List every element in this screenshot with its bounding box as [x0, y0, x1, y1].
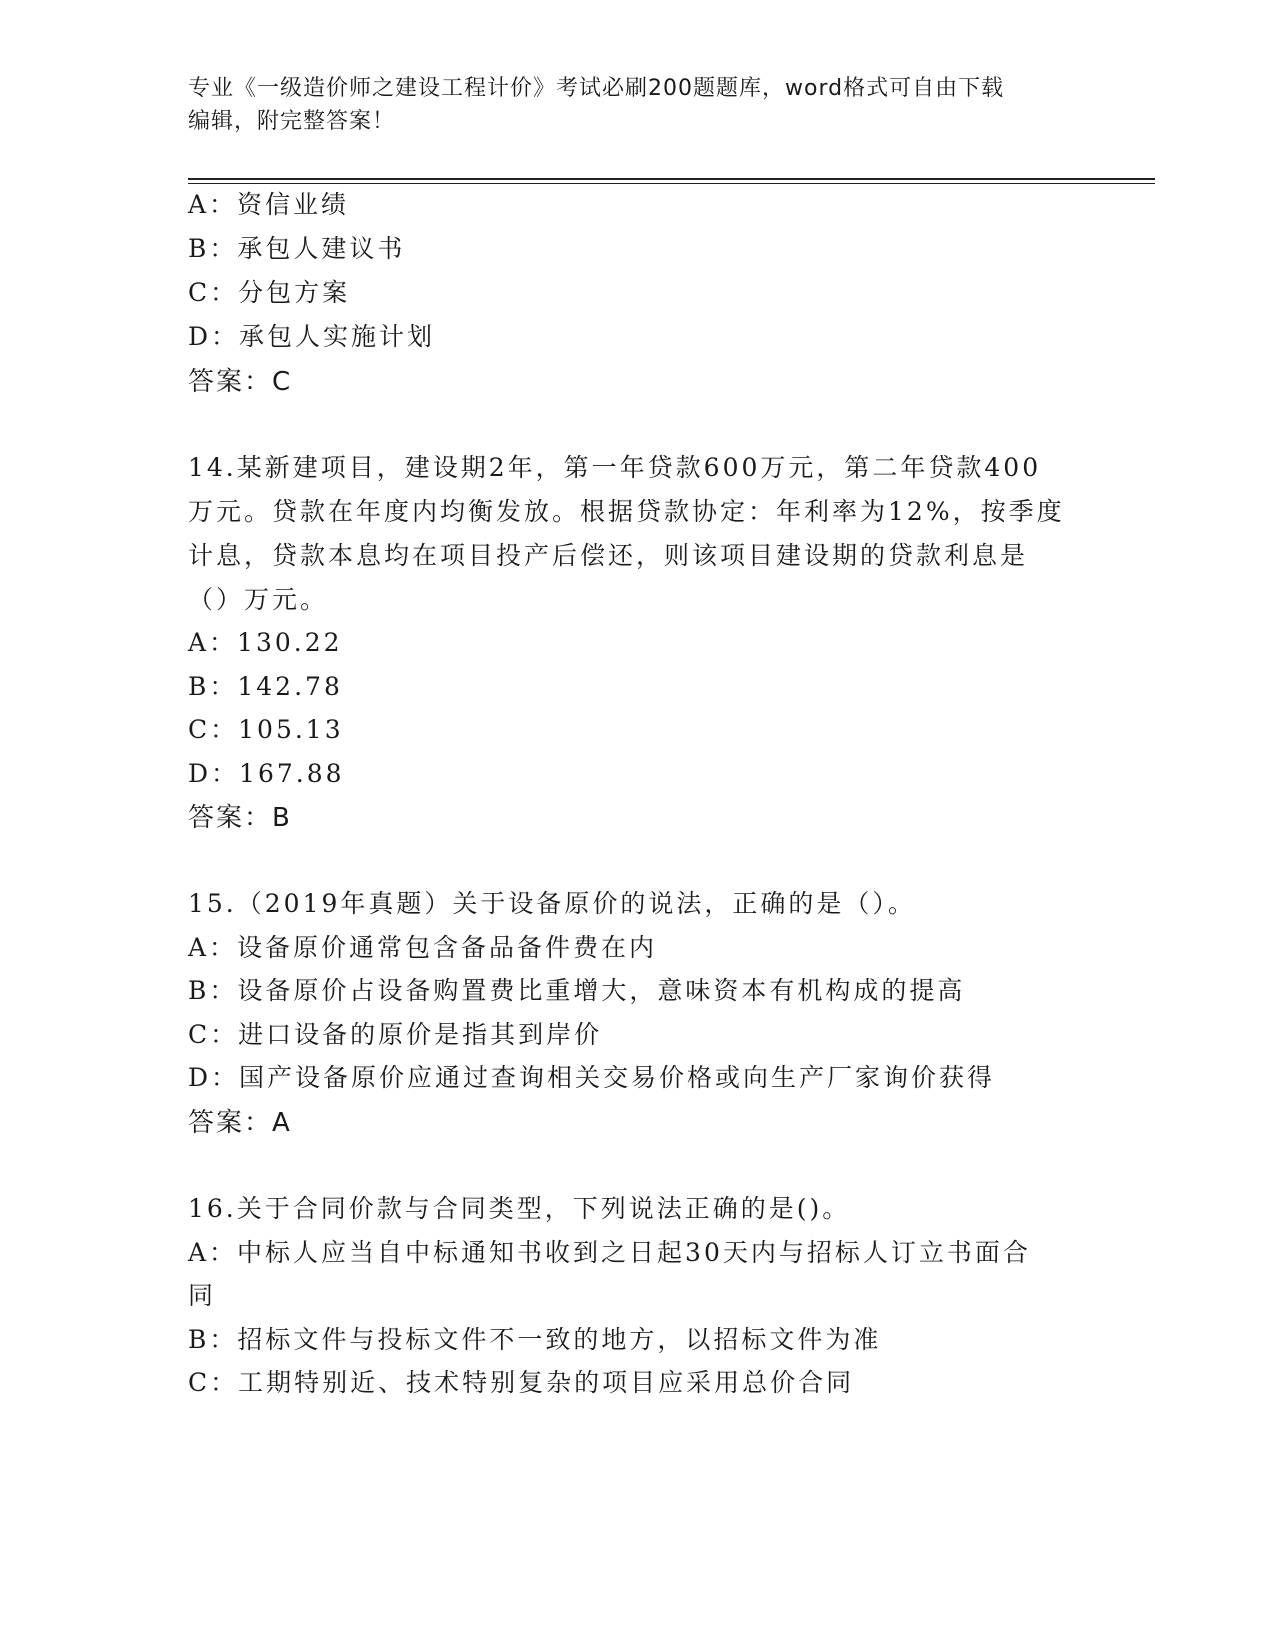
- q14-option-b: B：142.78: [188, 672, 343, 701]
- q13-option-a: A：资信业绩: [188, 190, 350, 219]
- q16-option-b: B：招标文件与投标文件不一致的地方，以招标文件为准: [188, 1325, 882, 1354]
- q15-stem: 15.（2019年真题）关于设备原价的说法，正确的是（）。: [188, 889, 916, 918]
- q16-stem: 16.关于合同价款与合同类型，下列说法正确的是()。: [188, 1194, 851, 1223]
- q14-stem-line-4: （）万元。: [188, 585, 329, 614]
- q14-option-d: D：167.88: [188, 759, 345, 788]
- q15-answer: 答案：A: [188, 1108, 292, 1138]
- q14-stem-line-1: 14.某新建项目，建设期2年，第一年贷款600万元，第二年贷款400: [188, 453, 1042, 482]
- header-divider-thin: [188, 183, 1155, 184]
- q14-answer: 答案：B: [188, 803, 292, 833]
- header-divider-thick: [188, 178, 1155, 180]
- q14-stem-line-3: 计息，贷款本息均在项目投产后偿还，则该项目建设期的贷款利息是: [188, 541, 1029, 570]
- q15-option-b: B：设备原价占设备购置费比重增大，意味资本有机构成的提高: [188, 976, 966, 1005]
- q16-option-c: C：工期特别近、技术特别复杂的项目应采用总价合同: [188, 1368, 855, 1397]
- q13-option-c: C：分包方案: [188, 278, 351, 307]
- q13-option-d: D：承包人实施计划: [188, 322, 436, 351]
- document-header: [188, 72, 1088, 138]
- q14-option-c: C：105.13: [188, 715, 344, 744]
- q15-option-a: A：设备原价通常包含备品备件费在内: [188, 933, 658, 962]
- q15-option-c: C：进口设备的原价是指其到岸价: [188, 1020, 603, 1049]
- q14-option-a: A：130.22: [188, 628, 343, 657]
- q16-option-a-continued: 同: [188, 1281, 217, 1310]
- q15-option-d: D：国产设备原价应通过查询相关交易价格或向生产厂家询价获得: [188, 1063, 996, 1092]
- q13-option-b: B：承包人建议书: [188, 234, 406, 263]
- header-line-2: 编辑，附完整答案！: [188, 109, 396, 134]
- q14-stem-line-2: 万元。贷款在年度内均衡发放。根据贷款协定：年利率为12%，按季度: [188, 497, 1065, 526]
- q13-answer: 答案：C: [188, 367, 293, 397]
- header-line-1: 专业《一级造价师之建设工程计价》考试必刷200题题库，word格式可自由下载: [188, 76, 1005, 101]
- q16-option-a: A：中标人应当自中标通知书收到之日起30天内与招标人订立书面合: [188, 1238, 1031, 1267]
